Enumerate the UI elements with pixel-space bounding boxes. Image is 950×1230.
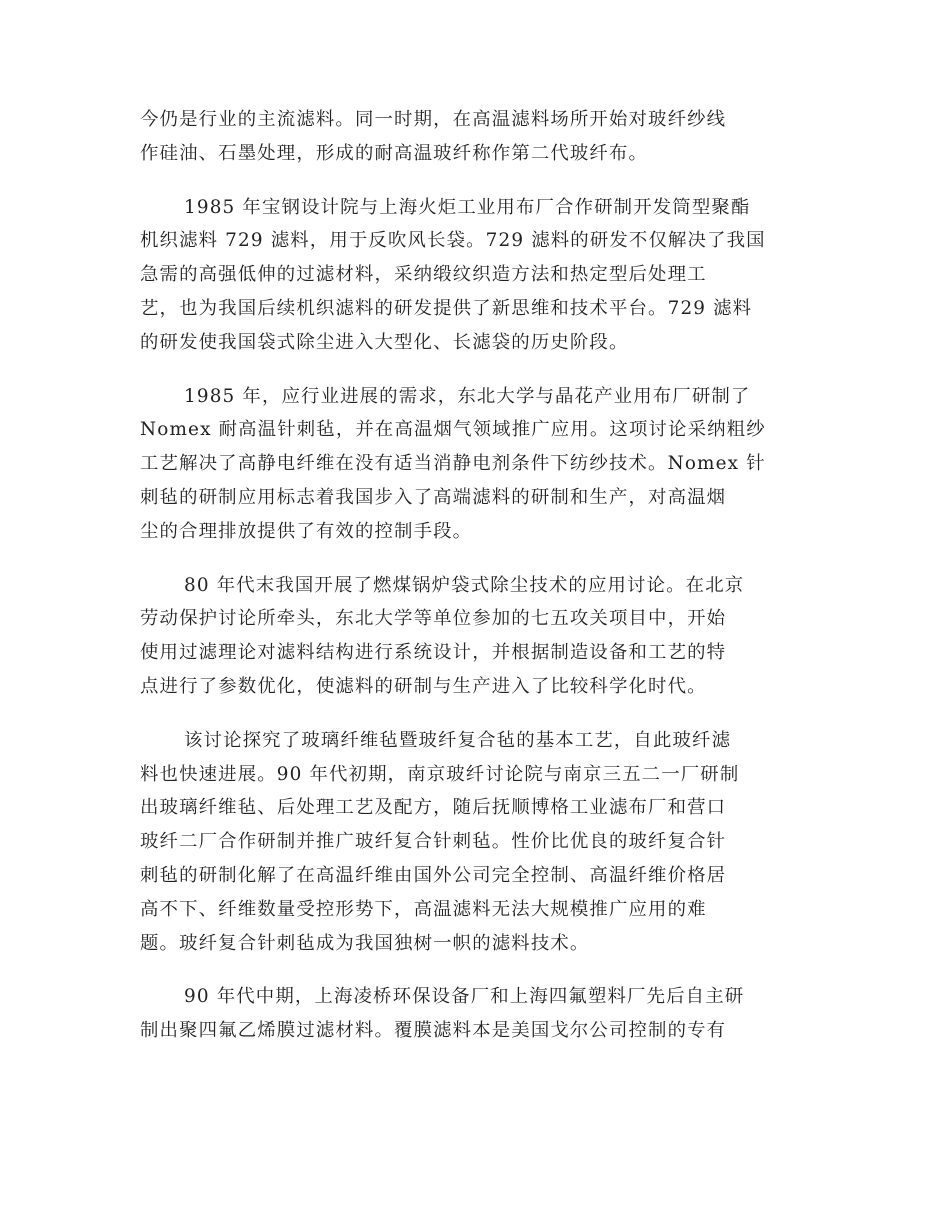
text-line: 今仍是行业的主流滤料。同一时期，在高温滤料场所开始对玻纤纱线 [140, 109, 727, 130]
text-line: 该讨论探究了玻璃纤维毡暨玻纤复合毡的基本工艺，自此玻纤滤 [184, 729, 732, 751]
text-line: 急需的高强低伸的过滤材料，采纳缎纹织造方法和热定型后处理工 [140, 264, 707, 286]
text-line: 料也快速进展。90 年代初期，南京玻纤讨论院与南京三五二一厂研制 [140, 763, 740, 785]
text-line: Nomex 耐高温针刺毡，并在高温烟气领域推广应用。这项讨论采纳粗纱 [140, 419, 766, 441]
text-line: 使用过滤理论对滤料结构进行系统设计，并根据制造设备和工艺的特 [140, 642, 727, 664]
text-line: 80 年代末我国开展了燃煤锅炉袋式除尘技术的应用讨论。在北京 [184, 574, 745, 596]
text-line: 高不下、纤维数量受控形势下，高温滤料无法大规模推广应用的难 [140, 898, 707, 920]
text-line: 玻纤二厂合作研制并推广玻纤复合针刺毡。性价比优良的玻纤复合针 [140, 831, 727, 853]
text-line: 作硅油、石墨处理，形成的耐高温玻纤称作第二代玻纤布。 [140, 142, 649, 164]
text-line: 题。玻纤复合针刺毡成为我国独树一帜的滤料技术。 [140, 932, 590, 954]
text-line: 点进行了参数优化，使滤料的研制与生产进入了比较科学化时代。 [140, 675, 707, 697]
text-line: 艺，也为我国后续机织滤料的研发提供了新思维和技术平台。729 滤料 [140, 297, 753, 319]
text-line: 工艺解决了高静电纤维在没有适当消静电剂条件下纺纱技术。Nomex 针 [140, 453, 766, 475]
text-line: 尘的合理排放提供了有效的控制手段。 [140, 520, 473, 542]
text-line: 机织滤料 729 滤料，用于反吹风长袋。729 滤料的研发不仅解决了我国 [140, 230, 766, 252]
paragraph-6 [140, 980, 812, 1048]
text-line: 劳动保护讨论所牵头，东北大学等单位参加的七五攻关项目中，开始 [140, 608, 727, 630]
paragraph-4 [140, 569, 812, 704]
text-line: 刺毡的研制化解了在高温纤维由国外公司完全控制、高温纤维价格居 [140, 864, 727, 886]
text-line: 制出聚四氟乙烯膜过滤材料。覆膜滤料本是美国戈尔公司控制的专有 [140, 1020, 727, 1042]
text-line: 出玻璃纤维毡、后处理工艺及配方，随后抚顺博格工业滤布厂和营口 [140, 797, 727, 819]
document-body [140, 103, 812, 1068]
text-line: 90 年代中期，上海凌桥环保设备厂和上海四氟塑料厂先后自主研 [184, 986, 745, 1008]
text-line: 的研发使我国袋式除尘进入大型化、长滤袋的历史阶段。 [140, 331, 629, 353]
text-line: 1985 年宝钢设计院与上海火炬工业用布厂合作研制开发筒型聚酯 [184, 196, 751, 218]
paragraph-2 [140, 191, 812, 360]
paragraph-3 [140, 380, 812, 549]
paragraph-1 [140, 103, 812, 171]
text-line: 刺毡的研制应用标志着我国步入了高端滤料的研制和生产，对高温烟 [140, 486, 727, 508]
text-line: 1985 年，应行业进展的需求，东北大学与晶花产业用布厂研制了 [184, 385, 751, 407]
paragraph-5 [140, 724, 812, 961]
